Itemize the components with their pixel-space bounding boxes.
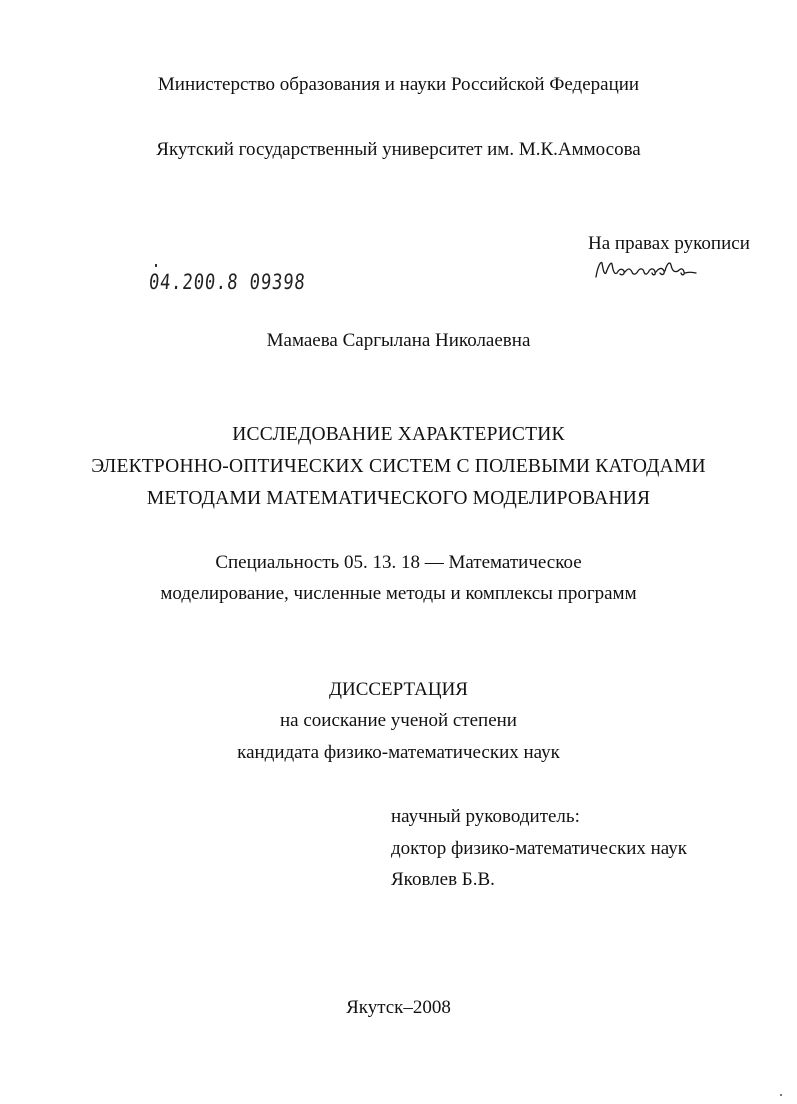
dissertation-heading: ДИССЕРТАЦИЯ xyxy=(329,679,468,700)
city-year: Якутск–2008 xyxy=(346,997,451,1018)
title-line-2: ЭЛЕКТРОННО-ОПТИЧЕСКИХ СИСТЕМ С ПОЛЕВЫМИ КАТОДАМИ xyxy=(91,456,706,477)
stamp-mark xyxy=(155,264,157,267)
title-line-3: МЕТОДАМИ МАТЕМАТИЧЕСКОГО МОДЕЛИРОВАНИЯ xyxy=(146,488,651,509)
ministry-heading: Министерство образования и науки Российской Федерации xyxy=(157,74,640,95)
specialty-line-2: моделирование, численные методы и комплексы программ xyxy=(160,583,637,604)
degree-line-2: кандидата физико-математических наук xyxy=(237,742,560,763)
supervisor-name: Яковлев Б.В. xyxy=(391,869,495,890)
supervisor-label: научный руководитель: xyxy=(391,806,580,827)
rights-note: На правах рукописи xyxy=(588,233,750,254)
specialty-line-1: Специальность 05. 13. 18 — Математическое xyxy=(215,552,582,573)
university-heading: Якутский государственный университет им. М.К.Аммосова xyxy=(156,139,641,160)
title-line-1: ИССЛЕДОВАНИЕ ХАРАКТЕРИСТИК xyxy=(232,424,565,445)
supervisor-degree: доктор физико-математических наук xyxy=(391,838,687,859)
author-name: Мамаева Саргылана Николаевна xyxy=(266,330,531,351)
degree-line-1: на соискание ученой степени xyxy=(280,710,517,731)
registration-stamp-number: 04.200.8 09398 xyxy=(147,270,307,294)
scan-speck xyxy=(780,1094,782,1096)
handwritten-signature xyxy=(592,255,702,285)
